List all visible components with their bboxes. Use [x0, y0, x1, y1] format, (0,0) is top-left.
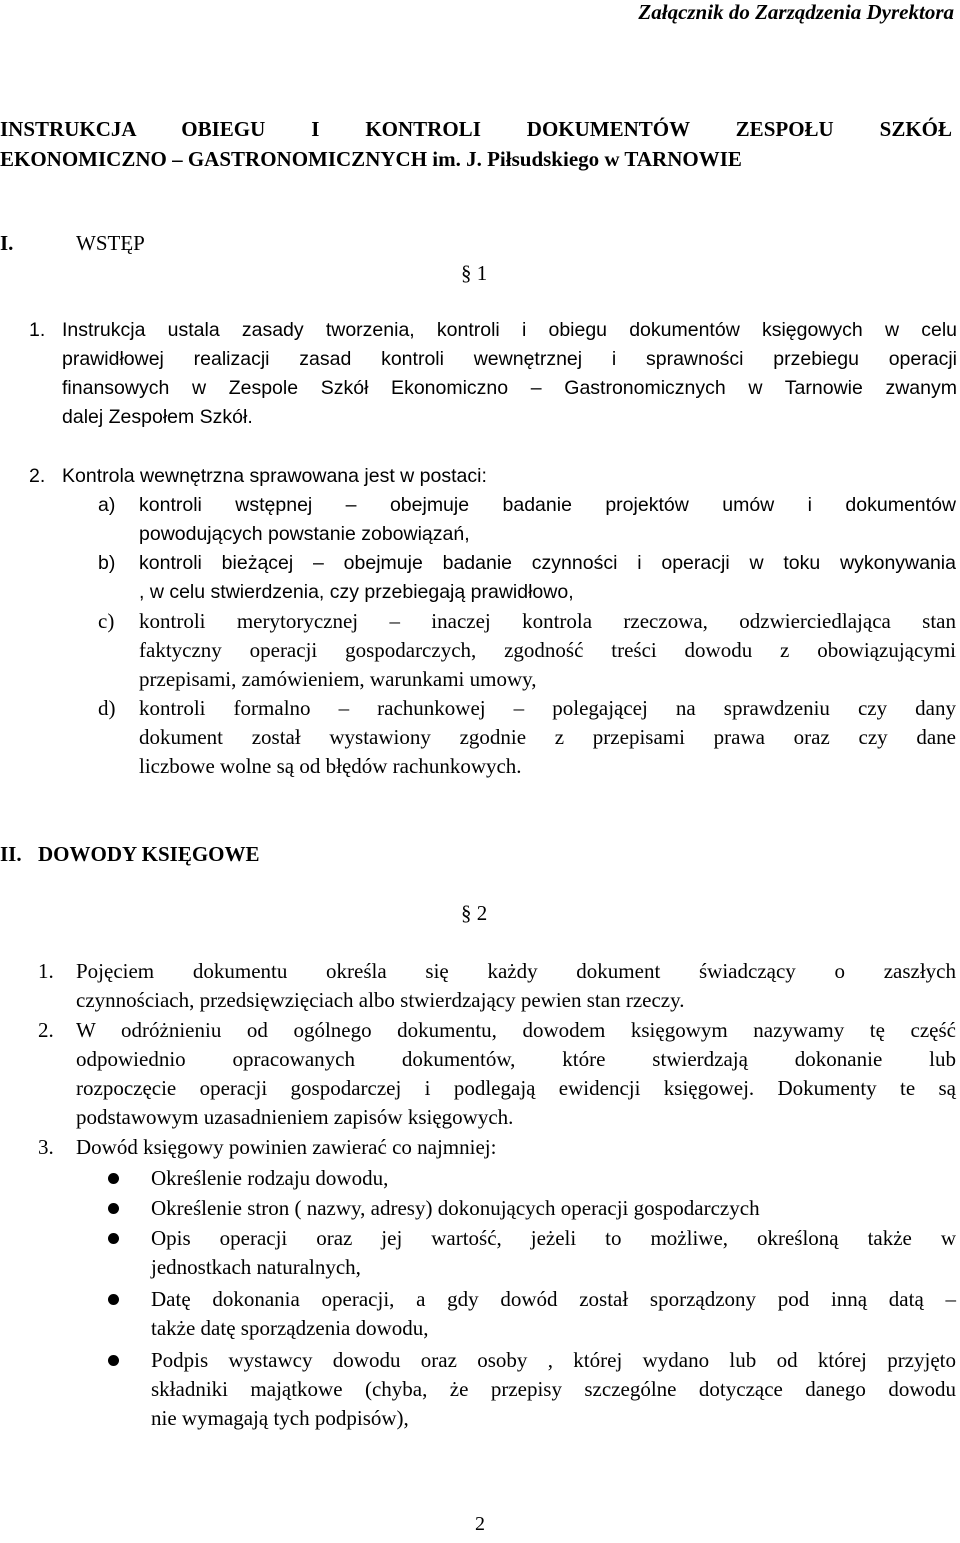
bullet-icon [108, 1355, 119, 1366]
section-2-point-3-bullets [0, 1164, 960, 1436]
section-1-point-1-text [62, 316, 957, 432]
text-line: odpowiednio opracowanych dokumentów, które stwierdzają dokonanie lub [76, 1047, 956, 1071]
bullet-item [0, 1285, 960, 1346]
text-line: kontroli wstępnej – obejmuje badanie projektów umów i dokumentów [139, 494, 956, 516]
section-2-point-1-number: 1. [38, 959, 54, 983]
bullet-icon [108, 1233, 119, 1244]
bullet-item [0, 1224, 960, 1285]
section-1-point-2-number: 2. [29, 465, 46, 487]
list-item [0, 607, 960, 694]
text-line: czynnościach, przedsięwzięciach albo stwierdzający pewien stan rzeczy. [76, 988, 685, 1012]
text-line: podstawowym uzasadnieniem zapisów księgowych. [76, 1105, 514, 1129]
list-item [0, 491, 960, 549]
text-line: prawidłowej realizacji zasad kontroli wewnętrznej i sprawności przebiegu operacji [62, 348, 957, 370]
text-line: Określenie rodzaju dowodu, [151, 1166, 389, 1190]
text-line: Określenie stron ( nazwy, adresy) dokonujących operacji gospodarczych [151, 1196, 760, 1220]
section-2-paragraph-mark: § 2 [461, 901, 488, 925]
text-line: składniki majątkowe (chyba, że przepisy szczególne dotyczące danego dowodu [151, 1377, 956, 1401]
text-line: kontroli formalno – rachunkowej – polegającej na sprawdzeniu czy dany [139, 696, 956, 720]
header-note: Załącznik do Zarządzenia Dyrektora [638, 0, 954, 24]
text-line: Instrukcja ustala zasady tworzenia, kontroli i obiegu dokumentów księgowych w celu [62, 319, 957, 341]
document-title-line-1: INSTRUKCJA OBIEGU I KONTROLI DOKUMENTÓW ZESPOŁU SZKÓŁ [0, 117, 952, 141]
section-2-point-3-number: 3. [38, 1135, 54, 1159]
bullet-icon [108, 1294, 119, 1305]
text-line: dalej Zespołem Szkół. [62, 406, 253, 428]
list-item [0, 549, 960, 607]
section-1-title: WSTĘP [76, 231, 145, 255]
text-line: finansowych w Zespole Szkół Ekonomiczno – Gastronomicznych w Tarnowie zwanym [62, 377, 957, 399]
section-1-point-2-list [0, 491, 960, 781]
section-1-numeral: I. [0, 231, 14, 255]
section-2-point-2-number: 2. [38, 1018, 54, 1042]
text-line: powodujących powstanie zobowiązań, [139, 523, 470, 545]
section-2-point-1-text [76, 957, 956, 1015]
section-2-numeral: II. [0, 842, 22, 866]
text-line: kontroli merytorycznej – inaczej kontrola rzeczowa, odzwierciedlająca stan [139, 609, 956, 633]
bullet-item [0, 1164, 960, 1194]
list-item-label: b) [98, 552, 116, 574]
document-title-line-2: EKONOMICZNO – GASTRONOMICZNYCH im. J. Piłsudskiego w TARNOWIE [0, 147, 742, 171]
bullet-icon [108, 1203, 119, 1214]
section-2-title: DOWODY KSIĘGOWE [38, 842, 260, 866]
text-line: dokument został wystawiony zgodnie z przepisami prawa oraz czy dane [139, 725, 956, 749]
section-2-point-3-intro: Dowód księgowy powinien zawierać co najmniej: [76, 1135, 497, 1159]
text-line: przepisami, zamówieniem, warunkami umowy, [139, 667, 537, 691]
bullet-icon [108, 1173, 119, 1184]
section-1-point-2-intro: Kontrola wewnętrzna sprawowana jest w postaci: [62, 465, 487, 487]
text-line: także datę sporządzenia dowodu, [151, 1316, 429, 1340]
text-line: Opis operacji oraz jej wartość, jeżeli to możliwe, określoną także w [151, 1226, 956, 1250]
text-line: Pojęciem dokumentu określa się każdy dokument świadczący o zaszłych [76, 959, 956, 983]
list-item [0, 694, 960, 781]
page-number: 2 [475, 1513, 485, 1535]
text-line: jednostkach naturalnych, [151, 1255, 361, 1279]
text-line: nie wymagają tych podpisów), [151, 1406, 409, 1430]
text-line: kontroli bieżącej – obejmuje badanie czynności i operacji w toku wykonywania [139, 552, 956, 574]
text-line: liczbowe wolne są od błędów rachunkowych. [139, 754, 522, 778]
list-item-label: c) [98, 609, 115, 633]
text-line: faktyczny operacji gospodarczych, zgodność treści dowodu z obowiązującymi [139, 638, 956, 662]
bullet-item [0, 1346, 960, 1436]
section-1-paragraph-mark: § 1 [461, 261, 488, 285]
text-line: Datę dokonania operacji, a gdy dowód został sporządzony pod inną datą – [151, 1287, 956, 1311]
text-line: Podpis wystawcy dowodu oraz osoby , której wydano lub od której przyjęto [151, 1348, 956, 1372]
section-1-point-1-number: 1. [29, 319, 46, 341]
list-item-label: d) [98, 696, 116, 720]
text-line: , w celu stwierdzenia, czy przebiegają prawidłowo, [139, 581, 574, 603]
text-line: W odróżnieniu od ogólnego dokumentu, dowodem księgowym nazywamy tę część [76, 1018, 956, 1042]
text-line: rozpoczęcie operacji gospodarczej i podlegają ewidencji księgowej. Dokumenty te są [76, 1076, 956, 1100]
list-item-label: a) [98, 494, 116, 516]
section-2-point-2-text [76, 1016, 956, 1132]
bullet-item [0, 1194, 960, 1224]
